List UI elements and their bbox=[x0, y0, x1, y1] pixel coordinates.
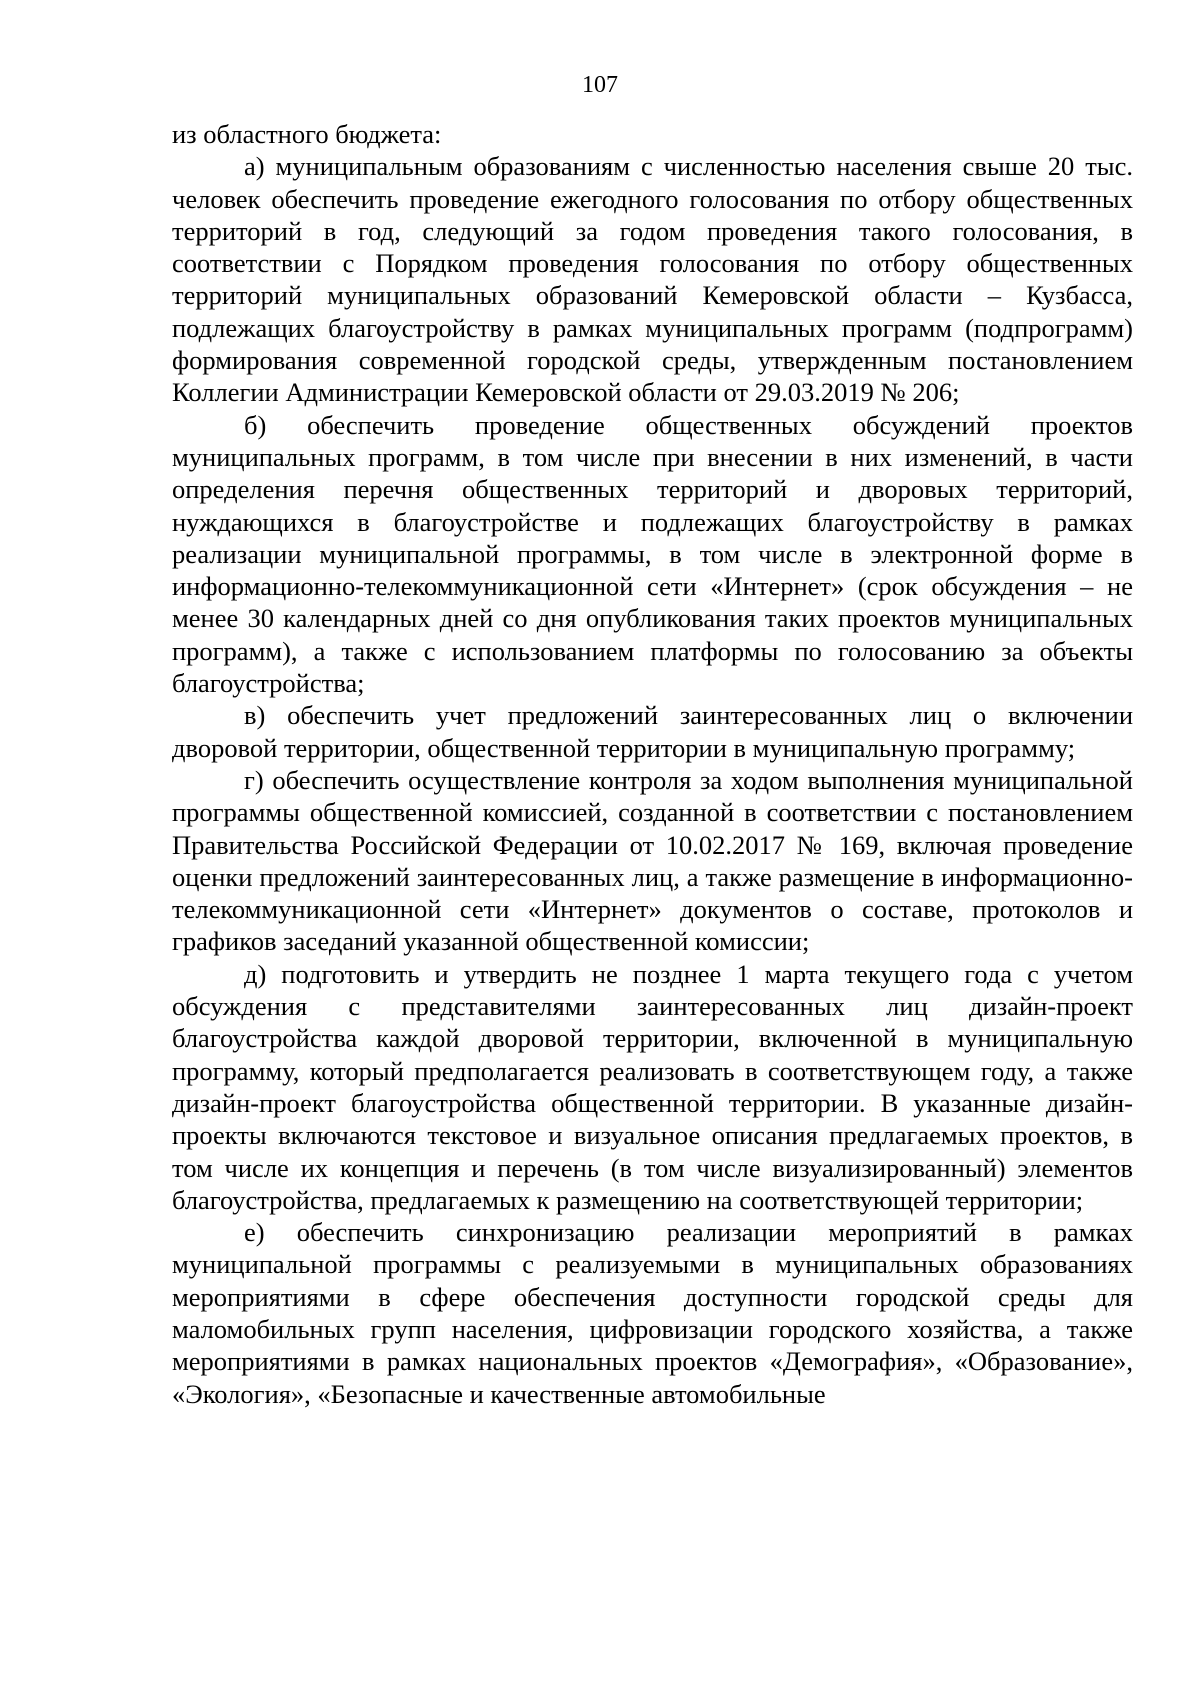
paragraph-g: г) обеспечить осуществление контроля за ходом выполнения муниципальной программы общественной комиссией, созданной в соответствии с постановлением Правительства Российской Федерации от 10.02.2017 № 169, включая проведение оценки предложений заинтересованных лиц, а также размещение в информационно-телекоммуникационной сети «Интернет» документов о составе, протоколов и графиков заседаний указанной общественной комиссии; bbox=[172, 764, 1133, 957]
paragraph-e: е) обеспечить синхронизацию реализации мероприятий в рамках муниципальной программы с реализуемыми в муниципальных образованиях мероприятиями в сфере обеспечения доступности городской среды для маломобильных групп населения, цифровизации городского хозяйства, а также мероприятиями в рамках национальных проектов «Демография», «Образование», «Экология», «Безопасные и качественные автомобильные bbox=[172, 1217, 1133, 1409]
page-number: 107 bbox=[582, 72, 618, 98]
paragraph-a: а) муниципальным образованиям с численностью населения свыше 20 тыс. человек обеспечить проведение ежегодного голосования по отбору общественных территорий в год, следующий за годом проведения такого голосования, в соответствии с Порядком проведения голосования по отбору общественных территорий муниципальных образований Кемеровской области ‒ Кузбасса, подлежащих благоустройству в рамках муниципальных программ (подпрограмм) формирования современной городской среды, утвержденным постановлением Коллегии Администрации Кемеровской области от 29.03.2019 № 206; bbox=[172, 151, 1133, 408]
paragraph-b: б) обеспечить проведение общественных обсуждений проектов муниципальных программ, в том числе при внесении в них изменений, в части определения перечня общественных территорий и дворовых территорий, нуждающихся в благоустройстве и подлежащих благоустройству в рамках реализации муниципальной программы, в том числе в электронной форме в информационно-телекоммуникационной сети «Интернет» (срок обсуждения – не менее 30 календарных дней со дня опубликования таких проектов муниципальных программ), а также с использованием платформы по голосованию за объекты благоустройства; bbox=[172, 409, 1133, 699]
paragraph-intro: из областного бюджета: bbox=[172, 119, 442, 149]
paragraph-v: в) обеспечить учет предложений заинтересованных лиц о включении дворовой территории, общественной территории в муниципальную программу; bbox=[172, 700, 1133, 763]
document-body bbox=[172, 118, 1133, 1410]
paragraph-d: д) подготовить и утвердить не позднее 1 марта текущего года с учетом обсуждения с представителями заинтересованных лиц дизайн-проект благоустройства каждой дворовой территории, включенной в муниципальную программу, который предполагается реализовать в соответствующем году, а также дизайн-проект благоустройства общественной территории. В указанные дизайн-проекты включаются текстовое и визуальное описания предлагаемых проектов, в том числе их концепция и перечень (в том числе визуализированный) элементов благоустройства, предлагаемых к размещению на соответствующей территории; bbox=[172, 958, 1133, 1215]
